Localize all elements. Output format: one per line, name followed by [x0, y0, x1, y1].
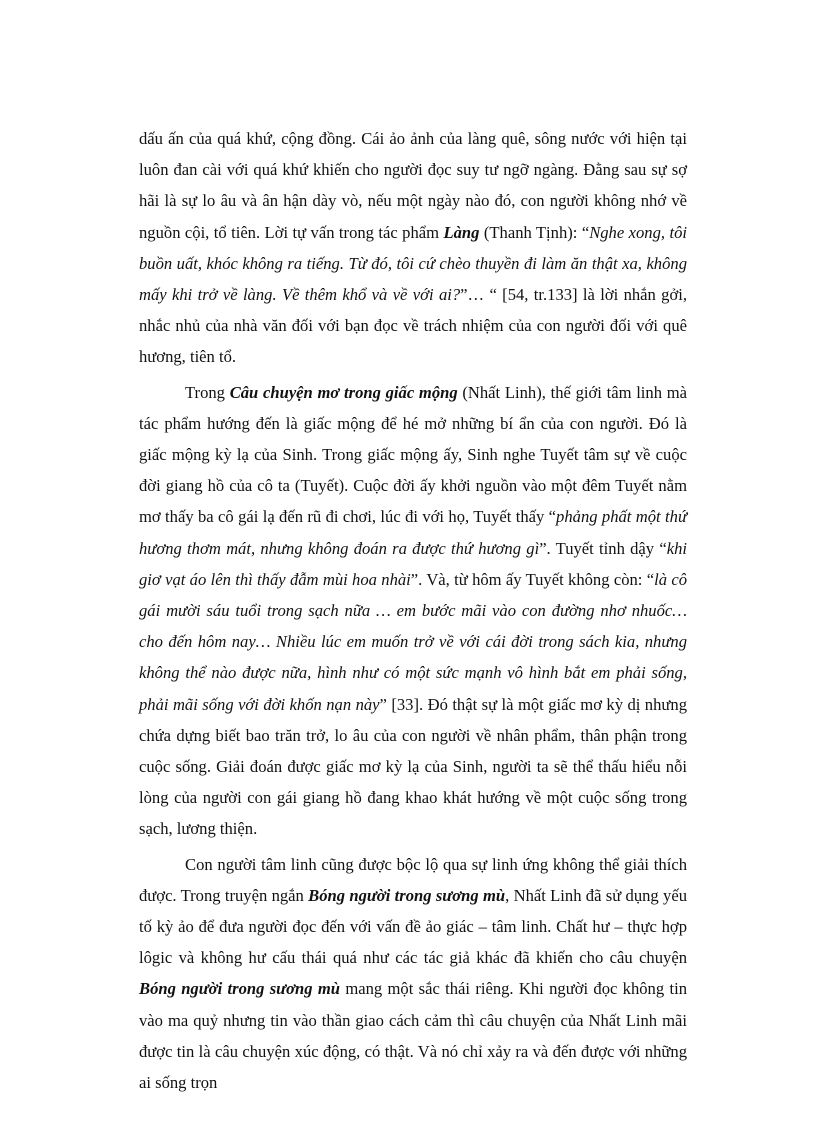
quotation: Nghe xong, tôi buồn uất, khóc không ra tiếng. Từ đó, tôi cứ chèo thuyền đi làm ăn thật xa, không mấy khi trở về làng. Về thêm khổ và về với ai?	[139, 222, 687, 305]
paragraph-3	[139, 849, 687, 1099]
quotation: là cô gái mười sáu tuổi trong sạch nữa … em bước mãi vào con đường nhơ nhuốc… cho đến hôm nay… Nhiều lúc em muốn trở về với cái đời trong sách kia, nhưng không thể nào được nữa, hình như có một sức mạnh vô hình bắt em phải sống, phải mãi sống với đời khốn nạn này	[139, 569, 688, 714]
quotation: phảng phất một thứ hương thơm mát, nhưng không đoán ra được thứ hương gì	[139, 507, 687, 558]
text-run: (Thanh Tịnh): “	[479, 222, 590, 242]
document-page	[139, 123, 687, 1098]
text-run: ”… “ [54, tr.133] là lời nhắn gởi, nhắc nhủ của nhà văn đối với bạn đọc về trách nhiệm của con người đối với quê hương, tiên tổ.	[139, 285, 687, 367]
text-run: mang một sắc thái riêng. Khi người đọc không tin vào ma quỷ nhưng tin vào thần giao cách cảm thì câu chuyện của Nhất Linh mãi được tin là câu chuyện xúc động, có thật. Và nó chỉ xảy ra và đến được với những ai sống trọn	[139, 979, 687, 1093]
work-title: Câu chuyện mơ trong giấc mộng	[229, 382, 458, 402]
work-title: Bóng người trong sương mù	[308, 885, 506, 905]
text-run: ”. Tuyết tỉnh dậy “	[539, 538, 667, 558]
work-title: Làng	[443, 222, 480, 242]
text-run: Con người tâm linh cũng được bộc lộ qua sự linh ứng không thể giải thích được. Trong truyện ngắn	[139, 854, 687, 905]
work-title: Bóng người trong sương mù	[139, 979, 340, 999]
quotation: khi giơ vạt áo lên thì thấy đẫm mùi hoa nhài	[139, 538, 687, 589]
text-run: (Nhất Linh), thế giới tâm linh mà tác phẩm hướng đến là giấc mộng để hé mở những bí ẩn của con người. Đó là giấc mộng kỳ lạ của Sinh. Trong giấc mộng ấy, Sinh nghe Tuyết tâm sự về cuộc đời giang hồ của cô ta (Tuyết). Cuộc đời ấy khởi nguồn vào một đêm Tuyết nằm mơ thấy ba cô gái lạ đến rũ đi chơi, lúc đi với họ, Tuyết thấy “	[139, 382, 687, 527]
paragraph-2	[139, 377, 687, 845]
text-run: ”. Và, từ hôm ấy Tuyết không còn: “	[410, 569, 655, 589]
text-run: Trong	[185, 382, 230, 402]
text-run: dấu ấn của quá khứ, cộng đồng. Cái ảo ảnh của làng quê, sông nước với hiện tại luôn đan cài với quá khứ khiến cho người đọc suy tư ngỡ ngàng. Đằng sau sự sợ hãi là sự lo âu và ân hận dày vò, nếu một ngày nào đó, con người không nhớ về nguồn cội, tổ tiên. Lời tự vấn trong tác phẩm	[139, 129, 687, 242]
text-run: ” [33]. Đó thật sự là một giấc mơ kỳ dị nhưng chứa dựng biết bao trăn trở, lo âu của con người về nhân phẩm, thân phận trong cuộc sống. Giải đoán được giấc mơ kỳ lạ của Sinh, người ta sẽ thể thấu hiểu nỗi lòng của người con gái giang hồ đang khao khát hướng về một cuộc sống trong sạch, lương thiện.	[139, 694, 687, 839]
paragraph-1	[139, 123, 687, 373]
text-run: , Nhất Linh đã sử dụng yếu tố kỳ ảo để đưa người đọc đến với vấn đề ảo giác – tâm linh. Chất hư – thực hợp lôgic và không hư cấu thái quá như các tác giả khác đã khiến cho câu chuyện	[139, 885, 687, 968]
